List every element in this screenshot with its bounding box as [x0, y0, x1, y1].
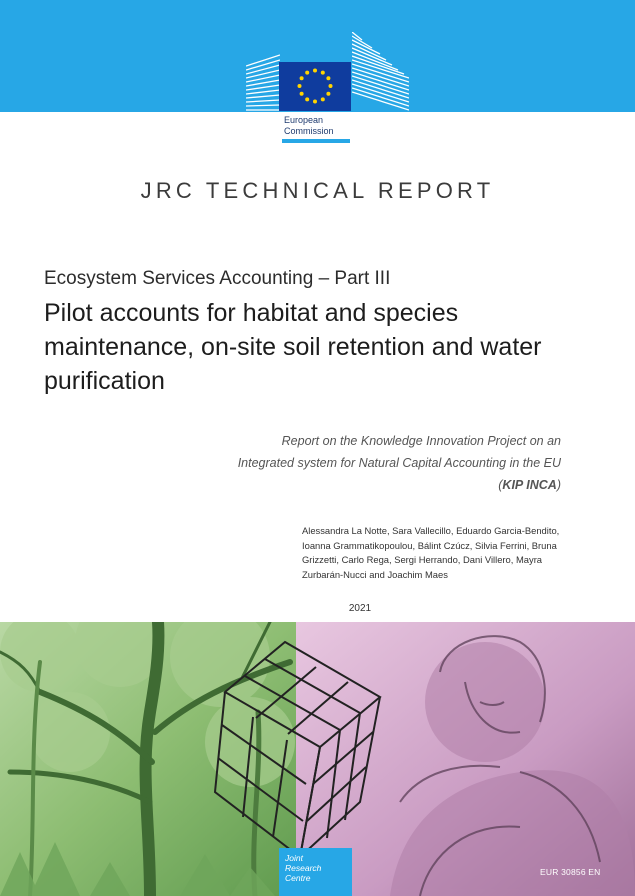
building-stripes-left-icon	[246, 32, 280, 112]
jrc-line-3: Centre	[285, 873, 311, 883]
organization-name-line1: European	[284, 115, 324, 125]
project-line-2: Integrated system for Natural Capital Accounting in the EU	[237, 456, 561, 470]
eu-flag	[279, 62, 351, 111]
authors-list: Alessandra La Notte, Sara Vallecillo, Eduardo Garcia-Bendito, Ioanna Grammatikopoulou, Bálint Czúcz, Silvia Ferrini, Bruna Grizzetti, Carlo Rega, Sergi Herrando, Dani Villero, Mayra Zurbarán-Nucci and Joachim Maes	[302, 525, 560, 580]
european-commission-logo[interactable]	[246, 28, 409, 144]
organization-name	[284, 115, 334, 137]
report-code: EUR 30856 EN	[540, 867, 601, 877]
project-acronym-line	[141, 474, 561, 496]
report-type-heading: JRC TECHNICAL REPORT	[140, 178, 495, 203]
jrc-line-1: Joint	[285, 853, 303, 863]
open-paren: (	[498, 478, 503, 492]
project-line-1: Report on the Knowledge Innovation Project on an	[281, 434, 561, 448]
building-stripes-right-icon	[352, 32, 409, 112]
jrc-logo-text	[285, 853, 321, 883]
project-acronym: KIP INCA	[502, 478, 557, 492]
project-description	[141, 430, 561, 496]
organization-name-line2: Commission	[284, 126, 334, 136]
close-paren: )	[556, 478, 561, 492]
jrc-line-2: Research	[285, 863, 322, 873]
publication-year: 2021	[348, 603, 372, 614]
report-subtitle: Ecosystem Services Accounting – Part III	[44, 268, 391, 289]
eu-stars-icon	[279, 62, 351, 111]
report-title: Pilot accounts for habitat and species maintenance, on-site soil retention and water purification	[44, 299, 542, 395]
jrc-logo-box	[279, 848, 352, 896]
logo-underline	[282, 139, 350, 143]
